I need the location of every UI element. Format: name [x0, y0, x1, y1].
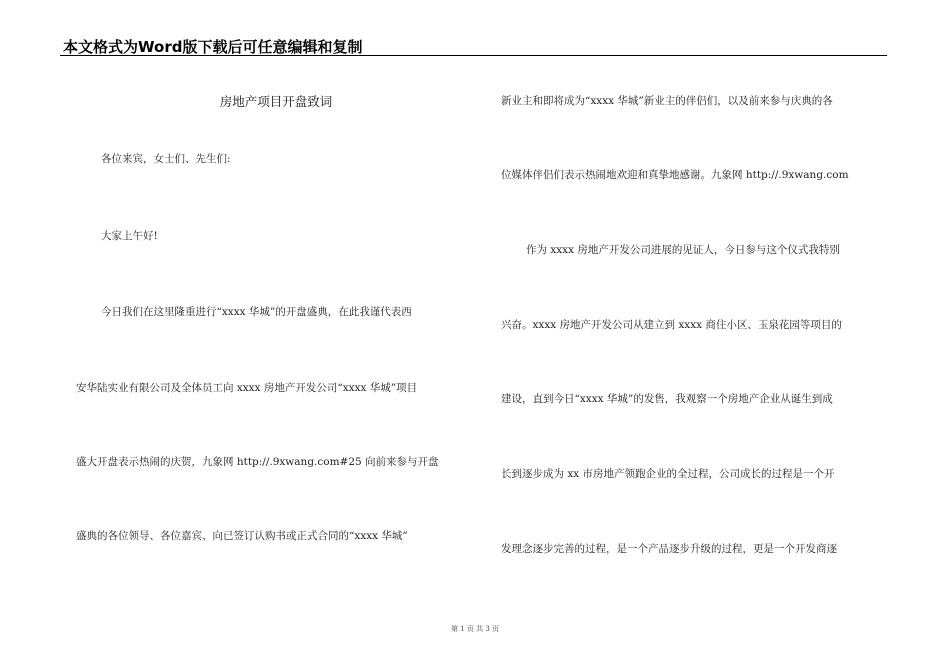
right-paragraph-line: 长到逐步成为 xx 市房地产领跑企业的全过程，公司成长的过程是一个开	[501, 468, 835, 480]
download-banner-text: 本文格式为Word版下载后可任意编辑和复制	[63, 38, 363, 56]
right-paragraph-line: 位媒体伴侣们表示热闹地欢迎和真挚地感谢。九象网 http://.9xwang.com	[501, 169, 849, 181]
left-paragraph-line: 各位来宾，女士们、先生们:	[101, 153, 231, 165]
document-title: 房地产项目开盘致词	[219, 94, 333, 109]
right-paragraph-line: 发理念逐步完善的过程，是一个产品逐步升级的过程，更是一个开发商逐	[501, 543, 837, 555]
left-paragraph-line: 安华陆实业有限公司及全体员工向 xxxx 房地产开发公司“xxxx 华城”项目	[76, 382, 418, 394]
left-paragraph-line: 盛典的各位领导、各位嘉宾、向已签订认购书或正式合同的“xxxx 华城”	[76, 530, 408, 542]
left-paragraph-line: 大家上午好!	[101, 230, 158, 242]
right-paragraph-line: 新业主和即将成为“xxxx 华城”新业主的伴侣们，以及前来参与庆典的各	[501, 95, 833, 107]
left-paragraph-line: 盛大开盘表示热闹的庆贺，九象网 http://.9xwang.com#25 向前来参与开盘	[76, 456, 439, 468]
banner-divider	[60, 55, 887, 56]
right-paragraph-line: 兴奋。xxxx 房地产开发公司从建立到 xxxx 商住小区、玉泉花园等项目的	[501, 319, 842, 331]
right-paragraph-line: 作为 xxxx 房地产开发公司进展的见证人，今日参与这个仪式我特别	[526, 244, 840, 256]
left-paragraph-line: 今日我们在这里隆重进行“xxxx 华城”的开盘盛典，在此我谨代表西	[101, 306, 412, 318]
page-number-footer: 第 1 页 共 3 页	[450, 625, 500, 633]
right-paragraph-line: 建设，直到今日“xxxx 华城”的发售，我观察一个房地产企业从诞生到成	[501, 393, 833, 405]
